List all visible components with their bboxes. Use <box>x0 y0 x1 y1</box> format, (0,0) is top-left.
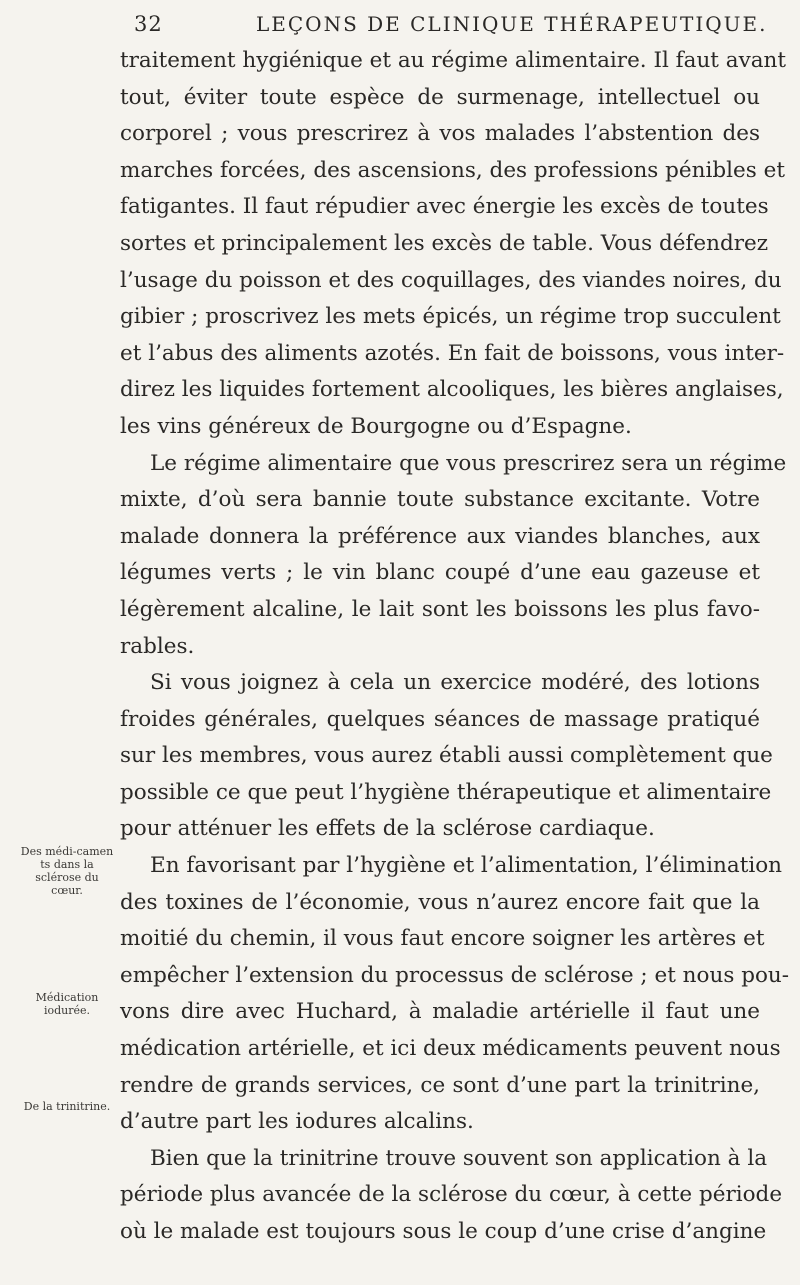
text-line: moitié du chemin, il vous faut encore soigner les artères et <box>120 926 765 952</box>
body-text <box>120 43 790 1251</box>
text-line: froides générales, quelques séances de massage pratiqué <box>120 706 760 732</box>
text-line: traitement hygiénique et au régime alimentaire. Il faut avant <box>120 48 787 73</box>
text-line: rendre de grands services, ce sont d’une part la trinitrine, <box>120 1072 760 1098</box>
text-line: mixte, d’où sera bannie toute substance excitante. Votre <box>120 487 760 513</box>
text-line: En favorisant par l’hygiène et l’alimentation, l’élimination <box>150 853 783 879</box>
text-line: des toxines de l’économie, vous n’aurez encore fait que la <box>120 889 760 915</box>
text-line: légumes verts ; le vin blanc coupé d’une eau gazeuse et <box>120 560 760 586</box>
text-line: Le régime alimentaire que vous prescrirez sera un régime <box>150 450 787 476</box>
text-line: vons dire avec Huchard, à maladie artérielle il faut une <box>120 999 760 1025</box>
running-title: LEÇONS DE CLINIQUE THÉRAPEUTIQUE. <box>256 12 768 36</box>
text-line: tout, éviter toute espèce de surmenage, intellectuel ou <box>120 84 760 110</box>
text-line: possible ce que peut l’hygiène thérapeutique et alimentaire <box>120 779 772 805</box>
text-line: légèrement alcaline, le lait sont les boissons les plus favo- <box>120 596 760 622</box>
margin-note-trinitrine: De la trinitrine. <box>23 1100 111 1113</box>
text-line: fatigantes. Il faut répudier avec énergie les excès de toutes <box>120 194 769 220</box>
margin-note-medicaments: Des médi-camen ts dans la sclérose du cœur. <box>20 845 114 897</box>
text-line: Bien que la trinitrine trouve souvent son application à la <box>150 1145 768 1171</box>
text-line: période plus avancée de la sclérose du cœur, à cette période <box>120 1182 783 1208</box>
text-line: rables. <box>120 633 195 659</box>
text-line: et l’abus des aliments azotés. En fait de boissons, vous inter- <box>120 340 785 366</box>
text-line: empêcher l’extension du processus de sclérose ; et nous pou- <box>120 962 790 988</box>
text-line: direz les liquides fortement alcooliques, les bières anglaises, <box>120 377 784 403</box>
text-line: où le malade est toujours sous le coup d’une crise d’angine <box>120 1219 767 1244</box>
running-header <box>0 8 800 40</box>
text-line: marches forcées, des ascensions, des professions pénibles et <box>120 157 785 183</box>
text-line: sortes et principalement les excès de table. Vous défendrez <box>120 230 769 256</box>
text-line: corporel ; vous prescrirez à vos malades l’abstention des <box>120 121 760 147</box>
text-line: médication artérielle, et ici deux médicaments peuvent nous <box>120 1036 781 1062</box>
page-number: 32 <box>134 12 163 36</box>
text-line: gibier ; proscrivez les mets épicés, un régime trop succulent <box>120 304 781 330</box>
text-line: malade donnera la préférence aux viandes blanches, aux <box>120 523 760 549</box>
text-line: l’usage du poisson et des coquillages, des viandes noires, du <box>120 267 782 293</box>
text-line: Si vous joignez à cela un exercice modéré, des lotions <box>150 670 760 696</box>
text-line: d’autre part les iodures alcalins. <box>120 1109 474 1135</box>
margin-note-medication-iodee: Médication iodurée. <box>35 991 99 1017</box>
text-line: pour atténuer les effets de la sclérose cardiaque. <box>120 816 655 842</box>
text-line: les vins généreux de Bourgogne ou d’Espagne. <box>120 413 632 439</box>
text-line: sur les membres, vous aurez établi aussi complètement que <box>120 743 773 769</box>
